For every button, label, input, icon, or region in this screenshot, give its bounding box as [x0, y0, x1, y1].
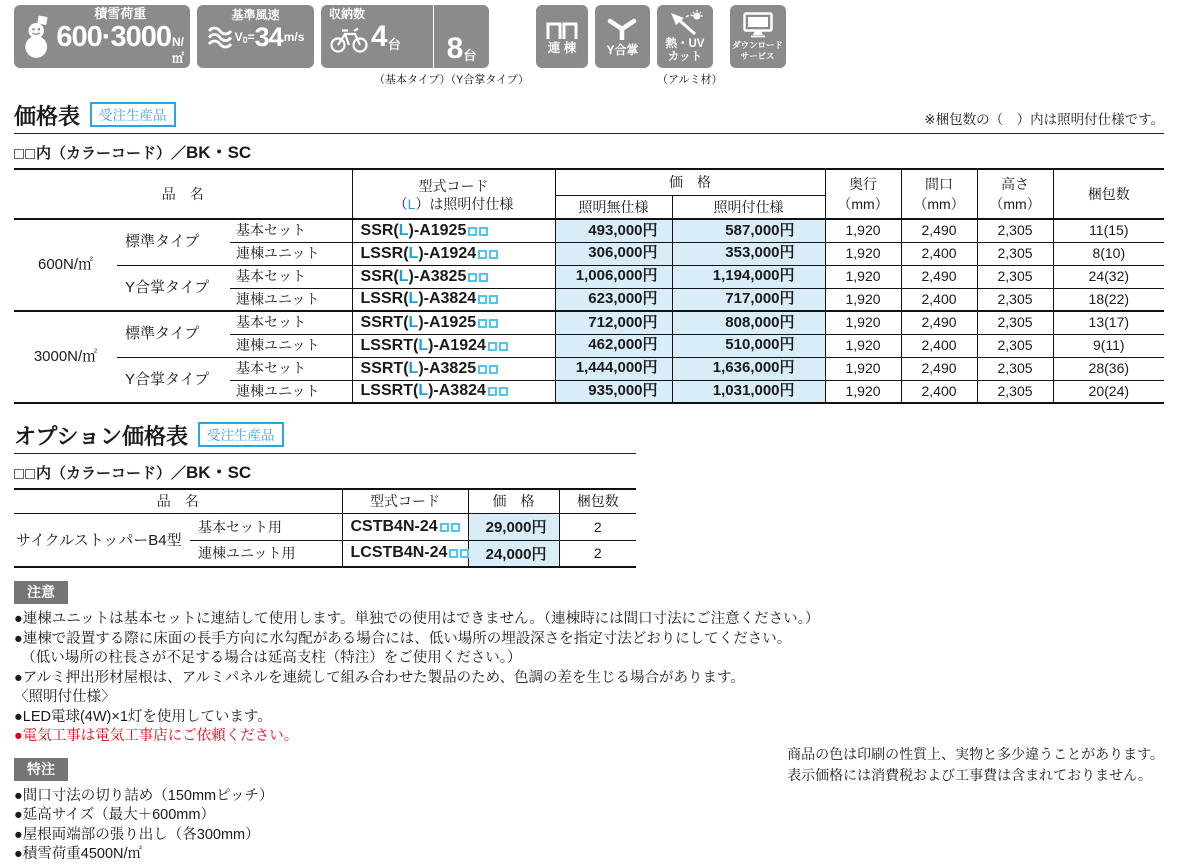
y-roof-icon — [607, 16, 637, 42]
option-pack-count: 2 — [559, 540, 636, 567]
color-code-value: BK・SC — [186, 143, 252, 162]
price-with-light: 510,000円 — [672, 334, 825, 357]
width-value: 2,400 — [901, 288, 977, 311]
heat-uv-badge-wrap — [657, 5, 723, 87]
model-code: LSSR(L)-A3824 — [352, 288, 555, 311]
option-product-name: サイクルストッパーB4型 — [14, 513, 190, 567]
option-section-title: オプション価格表 — [14, 423, 189, 449]
set-label: 基本セット — [230, 311, 352, 334]
header-packs: 梱包数 — [1053, 169, 1164, 219]
set-label: 連棟ユニット — [230, 334, 352, 357]
wind-speed-badge-wrap — [197, 5, 314, 68]
heat-uv-note: （アルミ材） — [656, 74, 723, 86]
price-section-title: 価格表 — [14, 103, 81, 129]
special-order-item: ●間口寸法の切り詰め（150mmピッチ） — [14, 787, 274, 804]
option-table-body — [14, 513, 636, 567]
price-no-light: 306,000円 — [555, 242, 672, 265]
price-no-light: 712,000円 — [555, 311, 672, 334]
depth-value: 1,920 — [825, 380, 901, 403]
multi-unit-badge-wrap — [536, 5, 588, 68]
wind-v: V — [234, 30, 243, 45]
wind-waves-icon — [207, 25, 233, 49]
price-row — [14, 357, 1164, 380]
header-height: 高さ （mm） — [977, 169, 1053, 219]
model-code: SSRT(L)-A1925 — [352, 311, 555, 334]
price-row — [14, 219, 1164, 242]
pack-count: 18(22) — [1053, 288, 1164, 311]
y-gassho-badge — [595, 5, 650, 68]
capacity-y-value: 8 — [446, 31, 463, 65]
type-label: 標準タイプ — [117, 219, 230, 265]
header-model-code: 型式コード （L）は照明付仕様 — [352, 169, 555, 219]
caution-item: （低い場所の柱長さが不足する場合は延高支柱（特注）をご使用ください。） — [14, 650, 522, 666]
pack-count: 13(17) — [1053, 311, 1164, 334]
special-order-item: ●積雪荷重4500N/㎡ — [14, 846, 143, 862]
header-product-name: 品 名 — [161, 186, 204, 202]
price-with-light: 1,031,000円 — [672, 380, 825, 403]
width-value: 2,400 — [901, 334, 977, 357]
footer-line-2: 表示価格には消費税および工事費は含まれておりません。 — [787, 767, 1152, 783]
width-value: 2,490 — [901, 311, 977, 334]
multi-unit-badge — [536, 5, 588, 68]
price-no-light: 462,000円 — [555, 334, 672, 357]
height-value: 2,305 — [977, 334, 1053, 357]
option-price-table — [14, 488, 636, 568]
option-color-code-line — [14, 454, 1164, 488]
price-no-light: 935,000円 — [555, 380, 672, 403]
set-label: 基本セット — [230, 357, 352, 380]
price-no-light: 623,000円 — [555, 288, 672, 311]
bicycle-icon — [329, 25, 369, 53]
footer-note — [787, 744, 1164, 786]
caution-notes — [14, 610, 1164, 747]
header-model-code-sub: （L）は照明付仕様 — [393, 195, 514, 212]
wind-value: 34 — [254, 22, 283, 53]
caution-item: ●アルミ押出形材屋根は、アルミパネルを連続して組み合わせた製品のため、色調の差を生じる場合があります。 — [14, 669, 745, 686]
caution-item: 〈照明付仕様〉 — [14, 689, 116, 705]
made-to-order-badge: 受注生産品 — [90, 102, 176, 127]
height-value: 2,305 — [977, 242, 1053, 265]
width-value: 2,490 — [901, 357, 977, 380]
special-order-label: 特注 — [14, 758, 68, 781]
spec-badges — [14, 5, 1164, 87]
price-with-light: 1,194,000円 — [672, 265, 825, 288]
option-made-to-order-badge: 受注生産品 — [198, 422, 284, 447]
capacity-note-y: （Y合掌タイプ） — [450, 74, 529, 86]
color-swatch-square — [25, 149, 35, 159]
caution-item: ●連棟で設置する際に床面の長手方向に水勾配がある場合には、低い場所の埋設深さを指定寸法どおりにしてください。 — [14, 630, 792, 647]
special-order-notes — [14, 787, 1164, 865]
caution-section — [14, 581, 1164, 747]
header-width: 間口 （mm） — [901, 169, 977, 219]
wind-speed-badge — [197, 5, 314, 68]
height-value: 2,305 — [977, 265, 1053, 288]
option-header-name: 品 名 — [14, 489, 342, 513]
option-color-code-value: BK・SC — [186, 463, 252, 482]
special-order-item: ●延高サイズ（最大＋600mm） — [14, 807, 215, 823]
model-code: LSSRT(L)-A3824 — [352, 380, 555, 403]
price-with-light: 1,636,000円 — [672, 357, 825, 380]
download-badge — [730, 5, 786, 68]
price-table — [14, 168, 1164, 404]
price-no-light: 493,000円 — [555, 219, 672, 242]
multi-unit-label: 連 棟 — [547, 40, 577, 55]
pack-count: 24(32) — [1053, 265, 1164, 288]
set-label: 連棟ユニット — [230, 288, 352, 311]
model-code: SSRT(L)-A3825 — [352, 357, 555, 380]
height-value: 2,305 — [977, 219, 1053, 242]
model-code: LSSR(L)-A1924 — [352, 242, 555, 265]
depth-value: 1,920 — [825, 334, 901, 357]
header-price-no-light: 照明無仕様 — [555, 195, 672, 219]
snow-load-unit: N/㎡ — [171, 34, 184, 65]
option-use-label: 連棟ユニット用 — [190, 540, 342, 567]
price-with-light: 587,000円 — [672, 219, 825, 242]
model-code: SSR(L)-A3825 — [352, 265, 555, 288]
snow-load-badge — [14, 5, 190, 68]
color-code-line — [14, 134, 1164, 168]
capacity-y-unit: 台 — [463, 48, 477, 63]
capacity-label: 収納数 — [329, 7, 366, 21]
header-price-with-light: 照明付仕様 — [672, 195, 825, 219]
pack-count: 9(11) — [1053, 334, 1164, 357]
height-value: 2,305 — [977, 288, 1053, 311]
depth-value: 1,920 — [825, 357, 901, 380]
price-row — [14, 265, 1164, 288]
footer-line-1: 商品の色は印刷の性質上、実物と多少違うことがあります。 — [787, 746, 1164, 762]
type-label: Y合掌タイプ — [117, 265, 230, 311]
model-code: LSSRT(L)-A1924 — [352, 334, 555, 357]
set-label: 基本セット — [230, 265, 352, 288]
pack-count: 8(10) — [1053, 242, 1164, 265]
snow-load-label: 積雪荷重 — [94, 6, 147, 22]
packs-note: ※梱包数の（ ）内は照明付仕様です。 — [924, 112, 1164, 127]
download-label-2: サービス — [740, 50, 775, 61]
option-header-price: 価 格 — [468, 489, 559, 513]
width-value: 2,400 — [901, 380, 977, 403]
height-value: 2,305 — [977, 357, 1053, 380]
price-no-light: 1,444,000円 — [555, 357, 672, 380]
option-header-code: 型式コード — [342, 489, 468, 513]
special-order-item: ●屋根両端部の張り出し（各300mm） — [14, 826, 260, 843]
option-table-section — [14, 422, 1164, 568]
pack-count: 28(36) — [1053, 357, 1164, 380]
wind-unit: m/s — [283, 30, 305, 45]
option-price: 29,000円 — [468, 513, 559, 540]
y-gassho-label: Y合掌 — [606, 42, 639, 57]
color-swatch-square — [14, 149, 24, 159]
snow-load-value: 600·3000 — [56, 20, 171, 53]
option-color-code-label: 内（カラーコード）／ — [36, 465, 187, 482]
height-value: 2,305 — [977, 380, 1053, 403]
wind-eq: = — [247, 30, 255, 45]
option-price: 24,000円 — [468, 540, 559, 567]
capacity-badge-wrap — [321, 5, 529, 87]
multi-unit-icon — [545, 18, 579, 40]
model-code: SSR(L)-A1925 — [352, 219, 555, 242]
set-label: 基本セット — [230, 219, 352, 242]
option-row — [14, 513, 636, 540]
caution-item: ●LED電球(4W)×1灯を使用しています。 — [14, 708, 272, 725]
load-label: 3000N/㎡ — [14, 311, 117, 403]
capacity-badge — [321, 5, 489, 68]
monitor-icon — [743, 12, 773, 38]
price-table-body — [14, 219, 1164, 403]
depth-value: 1,920 — [825, 219, 901, 242]
type-label: Y合掌タイプ — [117, 357, 230, 403]
depth-value: 1,920 — [825, 311, 901, 334]
width-value: 2,400 — [901, 242, 977, 265]
type-label: 標準タイプ — [117, 311, 230, 357]
heat-uv-label-2: カット — [667, 50, 703, 63]
caution-label: 注意 — [14, 581, 68, 604]
header-price: 価 格 — [555, 169, 825, 195]
heat-uv-label-1: 熱・UV — [665, 37, 705, 50]
color-swatch-square — [14, 469, 24, 479]
download-label-1: ダウンロード — [732, 39, 784, 50]
caution-item: ●連棟ユニットは基本セットに連結して使用します。単独での使用はできません。（連棟時には間口寸法にご注意ください。） — [14, 611, 820, 627]
wind-speed-label: 基準風速 — [231, 8, 280, 22]
download-badge-wrap — [730, 5, 786, 68]
width-value: 2,490 — [901, 265, 977, 288]
depth-value: 1,920 — [825, 265, 901, 288]
depth-value: 1,920 — [825, 288, 901, 311]
y-gassho-badge-wrap — [595, 5, 650, 68]
capacity-note-basic: （基本タイプ） — [374, 74, 451, 86]
color-code-label: 内（カラーコード）／ — [36, 145, 187, 162]
price-no-light: 1,006,000円 — [555, 265, 672, 288]
capacity-basic-unit: 台 — [387, 36, 401, 52]
header-depth: 奥行 （mm） — [825, 169, 901, 219]
pack-count: 11(15) — [1053, 219, 1164, 242]
load-label: 600N/㎡ — [14, 219, 117, 311]
width-value: 2,490 — [901, 219, 977, 242]
price-with-light: 717,000円 — [672, 288, 825, 311]
wind-v-sub: 0 — [242, 35, 248, 46]
option-pack-count: 2 — [559, 513, 636, 540]
option-model-code: CSTB4N-24 — [342, 513, 468, 540]
snow-load-badge-wrap — [14, 5, 190, 68]
option-use-label: 基本セット用 — [190, 513, 342, 540]
pack-count: 20(24) — [1053, 380, 1164, 403]
snowman-icon — [19, 13, 53, 61]
price-with-light: 808,000円 — [672, 311, 825, 334]
caution-item: ●電気工事は電気工事店にご依頼ください。 — [14, 728, 299, 744]
capacity-basic-value: 4 — [371, 20, 387, 54]
heat-uv-badge — [657, 5, 713, 68]
set-label: 連棟ユニット — [230, 242, 352, 265]
height-value: 2,305 — [977, 311, 1053, 334]
price-row — [14, 311, 1164, 334]
option-header-packs: 梱包数 — [559, 489, 636, 513]
option-model-code: LCSTB4N-24 — [342, 540, 468, 567]
set-label: 連棟ユニット — [230, 380, 352, 403]
capacity-type-notes — [374, 71, 529, 87]
heat-uv-icon — [667, 10, 703, 36]
price-with-light: 353,000円 — [672, 242, 825, 265]
depth-value: 1,920 — [825, 242, 901, 265]
price-table-section — [14, 102, 1164, 404]
color-swatch-square — [25, 469, 35, 479]
